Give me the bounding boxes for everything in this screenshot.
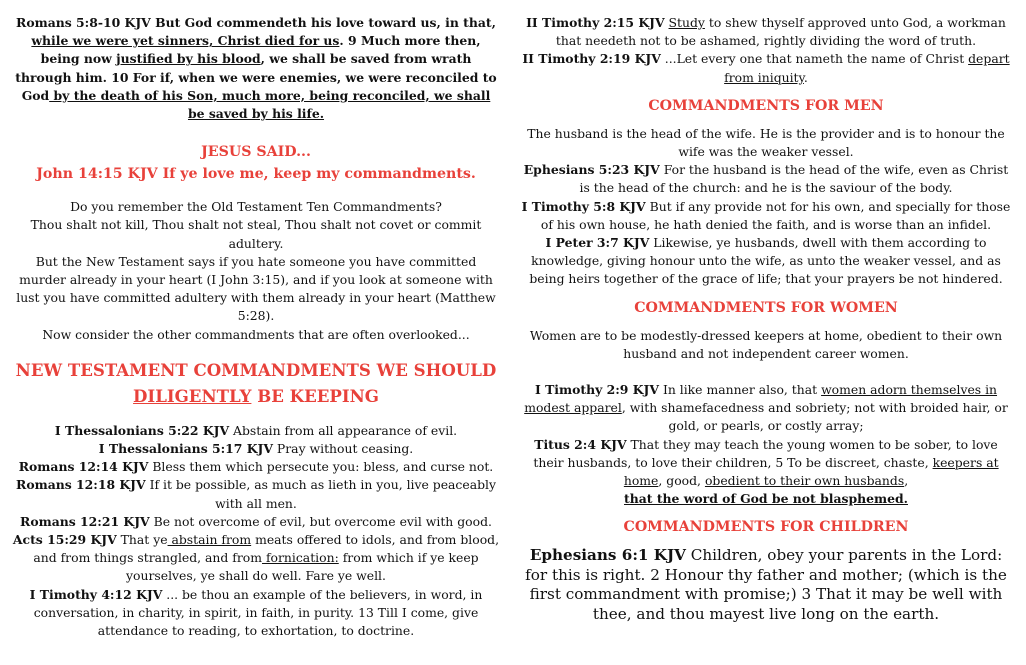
text-run: abstain from (167, 532, 252, 548)
text-run: But if any provide not for his own, and specially for those of his own house, he hath denied the faith, and is worse than an infidel. (540, 198, 1011, 232)
intro-line: Do you remember the Old Testament Ten Commandments? (70, 199, 442, 215)
text-run: But God commendeth his love toward us, in that, (155, 15, 496, 30)
intro-line: Now consider the other commandments that are often overlooked... (42, 326, 470, 342)
intro-line: But the New Testament says if you hate someone you have committed murder already in your heart (I John 3:15), and if you look at someone with lust you have committed adultery with them already in your heart (Matthew 5:28). (16, 253, 496, 324)
nt-heading-diligently: DILIGENTLY (133, 385, 252, 406)
text-run: , with shamefacedness and sobriety; not with broided hair, or gold, or pearls, or costly array; (621, 400, 1008, 434)
verse-item (12, 513, 500, 531)
text-run: Likewise, ye husbands, dwell with them according to knowledge, giving honour unto the wife, as unto the weaker vessel, and as being heirs together of the grace of life; that your prayers be not hindered. (529, 235, 1003, 287)
text-run: I Peter 3:7 KJV (545, 235, 650, 251)
verse-item (518, 234, 1014, 289)
text-run: That they may teach the young women to be sober, to love their husbands, to love their children, 5 To be discreet, chaste, (533, 436, 998, 470)
text-run: women adorn themselves in modest apparel (524, 382, 998, 416)
verse-item (12, 586, 500, 641)
text-run: II Timothy 2:19 KJV (522, 51, 661, 67)
verse-item (12, 476, 500, 512)
text-run: Study (668, 15, 705, 30)
nt-verses-list (12, 422, 500, 640)
text-run: Titus 2:4 KJV (534, 436, 627, 452)
verse-item (12, 458, 500, 476)
text-run: ... be thou an example of the believers, in word, in conversation, in charity, in spirit, in faith, in purity. 13 Till I come, give attendance to reading, to exhortation, to doctrine. (33, 586, 483, 639)
text-run: If it be possible, as much as lieth in you, live peaceably with all men. (145, 477, 496, 511)
text-run: Children, obey your parents in the Lord: for this is right. 2 Honour thy father and mother; (which is the first commandment with promise;) 3 That it may be well with thee, and thou mayest live long on the earth. (525, 546, 1007, 623)
text-run: Be not overcome of evil, but overcome evil with good. (149, 513, 492, 529)
right-column (518, 14, 1014, 624)
text-run: II Timothy 2:15 KJV (526, 15, 665, 30)
text-run: . 9 Much more then, being now (40, 33, 481, 67)
text-run: Romans 12:21 KJV (20, 513, 150, 529)
text-run: , good, (658, 473, 705, 489)
text-run: Ephesians 6:1 KJV (529, 546, 686, 565)
children-heading: COMMANDMENTS FOR CHILDREN (623, 519, 909, 536)
nt-heading-rest: BE KEEPING (251, 385, 379, 406)
women-heading: COMMANDMENTS FOR WOMEN (634, 299, 898, 316)
text-run: I Thessalonians 5:22 KJV (54, 422, 230, 438)
women-intro: Women are to be modestly-dressed keepers at home, obedient to their own husband and not independent career women. (529, 327, 1003, 361)
verse-item (12, 422, 500, 440)
children-verse (518, 546, 1014, 624)
men-intro: The husband is the head of the wife. He is the provider and is to honour the wife was the weaker vessel. (527, 125, 1005, 160)
left-column (12, 14, 500, 640)
text-run: Romans 5:8-10 KJV (16, 15, 156, 30)
text-run: while we were yet sinners, Christ died for us (31, 33, 340, 49)
text-run: . (803, 69, 808, 85)
text-run: In like manner also, that (659, 382, 822, 398)
intro-paragraph (12, 198, 500, 344)
text-run: justified by his blood (116, 51, 261, 67)
text-run: That ye (116, 532, 168, 548)
text-run: keepers at home (623, 454, 999, 489)
text-run: I Timothy 2:9 KJV (534, 382, 659, 398)
verse-item (518, 14, 1014, 50)
verse-item (518, 198, 1014, 234)
verse-item (518, 436, 1014, 491)
text-run: ...Let every one that nameth the name of Christ (660, 51, 969, 67)
text-run: to shew thyself approved unto God, a workman that needeth not to be ashamed, rightly dividing the word of truth. (555, 15, 1006, 49)
verse-item (518, 50, 1014, 86)
men-heading: COMMANDMENTS FOR MEN (648, 97, 884, 114)
romans-block (12, 14, 500, 123)
text-run: Abstain from all appearance of evil. (229, 422, 458, 438)
text-run: I Timothy 4:12 KJV (29, 586, 163, 602)
text-run: , we shall be saved from wrath through him. 10 For if, when we were enemies, we were reconciled to God (15, 51, 497, 103)
jesus-said-heading: JESUS SAID... (201, 144, 311, 161)
text-run: Bless them which persecute you: bless, and curse not. (148, 459, 494, 475)
verse-item (12, 531, 500, 586)
text-run: Acts 15:29 KJV (12, 532, 117, 548)
text-run: For the husband is the head of the wife, even as Christ is the head of the church: and he is the saviour of the body. (579, 162, 1009, 196)
verse-item (518, 381, 1014, 436)
text-run: depart from iniquity (724, 51, 1010, 85)
text-run: Romans 12:18 KJV (16, 477, 146, 493)
verse-item (518, 161, 1014, 197)
intro-line: Thou shalt not kill, Thou shalt not steal, Thou shalt not covet or commit adultery. (30, 217, 482, 251)
text-run: obedient to their own husbands (704, 473, 905, 489)
text-run: meats offered to idols, and from blood, and from things strangled, and from (33, 532, 500, 566)
text-run: fornication: (262, 550, 339, 566)
text-run: I Thessalonians 5:17 KJV (98, 441, 273, 457)
nt-heading-line1: NEW TESTAMENT COMMANDMENTS WE SHOULD (15, 359, 497, 380)
text-run: Pray without ceasing. (272, 441, 414, 457)
text-run: from which if ye keep yourselves, ye shall do well. Fare ye well. (126, 550, 479, 584)
text-run: Ephesians 5:23 KJV (523, 162, 660, 178)
john-quote: John 14:15 KJV If ye love me, keep my commandments. (36, 166, 476, 183)
text-run: by the death of his Son, much more, being reconciled, we shall be saved by his life. (49, 87, 491, 122)
text-run: Romans 12:14 KJV (18, 459, 149, 475)
women-closing-line: that the word of God be not blasphemed. (624, 491, 908, 507)
text-run: I Timothy 5:8 KJV (521, 198, 646, 214)
nt-commandments-heading (12, 357, 500, 409)
verse-item (12, 440, 500, 458)
text-run: , (904, 473, 909, 489)
